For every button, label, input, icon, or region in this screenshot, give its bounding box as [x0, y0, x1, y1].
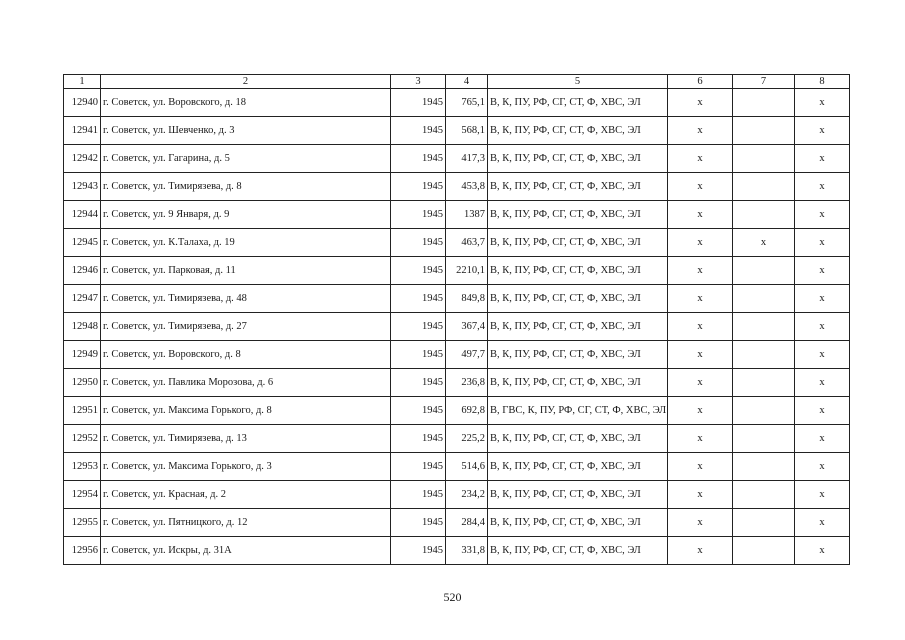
- table-row: [64, 89, 850, 117]
- table-row: [64, 229, 850, 257]
- area-cell: 1387: [446, 201, 488, 229]
- mark-cell-8: х: [795, 257, 850, 285]
- systems-cell: В, К, ПУ, РФ, СГ, СТ, Ф, ХВС, ЭЛ: [488, 201, 668, 229]
- mark-cell-6: х: [668, 229, 733, 257]
- mark-cell-8: х: [795, 229, 850, 257]
- address-cell: г. Советск, ул. Тимирязева, д. 13: [101, 425, 391, 453]
- systems-cell: В, К, ПУ, РФ, СГ, СТ, Ф, ХВС, ЭЛ: [488, 369, 668, 397]
- mark-cell-6: х: [668, 481, 733, 509]
- mark-cell-8: х: [795, 173, 850, 201]
- table-row: [64, 481, 850, 509]
- mark-cell-8: х: [795, 369, 850, 397]
- mark-cell-6: х: [668, 397, 733, 425]
- mark-cell-7: х: [733, 229, 795, 257]
- address-cell: г. Советск, ул. Шевченко, д. 3: [101, 117, 391, 145]
- year-cell: 1945: [391, 173, 446, 201]
- mark-cell-8: х: [795, 145, 850, 173]
- year-cell: 1945: [391, 509, 446, 537]
- mark-cell-7: [733, 257, 795, 285]
- area-cell: 692,8: [446, 397, 488, 425]
- record-number: 12950: [64, 369, 101, 397]
- year-cell: 1945: [391, 425, 446, 453]
- address-cell: г. Советск, ул. Гагарина, д. 5: [101, 145, 391, 173]
- area-cell: 331,8: [446, 537, 488, 565]
- systems-cell: В, К, ПУ, РФ, СГ, СТ, Ф, ХВС, ЭЛ: [488, 341, 668, 369]
- year-cell: 1945: [391, 145, 446, 173]
- area-cell: 417,3: [446, 145, 488, 173]
- mark-cell-7: [733, 397, 795, 425]
- address-cell: г. Советск, ул. Максима Горького, д. 8: [101, 397, 391, 425]
- mark-cell-6: х: [668, 453, 733, 481]
- mark-cell-7: [733, 537, 795, 565]
- record-number: 12944: [64, 201, 101, 229]
- systems-cell: В, К, ПУ, РФ, СГ, СТ, Ф, ХВС, ЭЛ: [488, 313, 668, 341]
- table-row: [64, 537, 850, 565]
- area-cell: 463,7: [446, 229, 488, 257]
- column-header-3: 3: [391, 75, 446, 89]
- systems-cell: В, К, ПУ, РФ, СГ, СТ, Ф, ХВС, ЭЛ: [488, 285, 668, 313]
- record-number: 12951: [64, 397, 101, 425]
- mark-cell-8: х: [795, 397, 850, 425]
- column-header-1: 1: [64, 75, 101, 89]
- mark-cell-7: [733, 201, 795, 229]
- area-cell: 367,4: [446, 313, 488, 341]
- address-cell: г. Советск, ул. Тимирязева, д. 48: [101, 285, 391, 313]
- record-number: 12952: [64, 425, 101, 453]
- area-cell: 765,1: [446, 89, 488, 117]
- address-cell: г. Советск, ул. Максима Горького, д. 3: [101, 453, 391, 481]
- mark-cell-6: х: [668, 257, 733, 285]
- systems-cell: В, К, ПУ, РФ, СГ, СТ, Ф, ХВС, ЭЛ: [488, 173, 668, 201]
- address-cell: г. Советск, ул. Тимирязева, д. 8: [101, 173, 391, 201]
- systems-cell: В, К, ПУ, РФ, СГ, СТ, Ф, ХВС, ЭЛ: [488, 537, 668, 565]
- record-number: 12941: [64, 117, 101, 145]
- table-row: [64, 341, 850, 369]
- systems-cell: В, К, ПУ, РФ, СГ, СТ, Ф, ХВС, ЭЛ: [488, 453, 668, 481]
- systems-cell: В, К, ПУ, РФ, СГ, СТ, Ф, ХВС, ЭЛ: [488, 117, 668, 145]
- address-cell: г. Советск, ул. Павлика Морозова, д. 6: [101, 369, 391, 397]
- housing-registry-table: [63, 74, 850, 565]
- address-cell: г. Советск, ул. К.Талаха, д. 19: [101, 229, 391, 257]
- address-cell: г. Советск, ул. 9 Января, д. 9: [101, 201, 391, 229]
- column-header-8: 8: [795, 75, 850, 89]
- mark-cell-6: х: [668, 509, 733, 537]
- mark-cell-7: [733, 481, 795, 509]
- year-cell: 1945: [391, 341, 446, 369]
- table-row: [64, 285, 850, 313]
- record-number: 12949: [64, 341, 101, 369]
- record-number: 12953: [64, 453, 101, 481]
- table-body: [64, 89, 850, 565]
- mark-cell-7: [733, 173, 795, 201]
- systems-cell: В, К, ПУ, РФ, СГ, СТ, Ф, ХВС, ЭЛ: [488, 229, 668, 257]
- year-cell: 1945: [391, 201, 446, 229]
- mark-cell-6: х: [668, 425, 733, 453]
- table-row: [64, 173, 850, 201]
- mark-cell-6: х: [668, 145, 733, 173]
- systems-cell: В, К, ПУ, РФ, СГ, СТ, Ф, ХВС, ЭЛ: [488, 481, 668, 509]
- column-header-6: 6: [668, 75, 733, 89]
- mark-cell-7: [733, 369, 795, 397]
- record-number: 12943: [64, 173, 101, 201]
- area-cell: 497,7: [446, 341, 488, 369]
- mark-cell-8: х: [795, 313, 850, 341]
- address-cell: г. Советск, ул. Воровского, д. 18: [101, 89, 391, 117]
- column-header-2: 2: [101, 75, 391, 89]
- area-cell: 2210,1: [446, 257, 488, 285]
- record-number: 12955: [64, 509, 101, 537]
- mark-cell-8: х: [795, 201, 850, 229]
- systems-cell: В, К, ПУ, РФ, СГ, СТ, Ф, ХВС, ЭЛ: [488, 509, 668, 537]
- address-cell: г. Советск, ул. Воровского, д. 8: [101, 341, 391, 369]
- column-header-5: 5: [488, 75, 668, 89]
- table-row: [64, 425, 850, 453]
- area-cell: 236,8: [446, 369, 488, 397]
- area-cell: 568,1: [446, 117, 488, 145]
- systems-cell: В, К, ПУ, РФ, СГ, СТ, Ф, ХВС, ЭЛ: [488, 145, 668, 173]
- mark-cell-7: [733, 453, 795, 481]
- record-number: 12954: [64, 481, 101, 509]
- mark-cell-8: х: [795, 453, 850, 481]
- table-row: [64, 397, 850, 425]
- mark-cell-8: х: [795, 425, 850, 453]
- address-cell: г. Советск, ул. Искры, д. 31А: [101, 537, 391, 565]
- year-cell: 1945: [391, 285, 446, 313]
- systems-cell: В, К, ПУ, РФ, СГ, СТ, Ф, ХВС, ЭЛ: [488, 257, 668, 285]
- mark-cell-8: х: [795, 117, 850, 145]
- mark-cell-7: [733, 425, 795, 453]
- table-row: [64, 369, 850, 397]
- record-number: 12947: [64, 285, 101, 313]
- header-row: [64, 75, 850, 89]
- mark-cell-7: [733, 117, 795, 145]
- table-row: [64, 257, 850, 285]
- record-number: 12945: [64, 229, 101, 257]
- mark-cell-8: х: [795, 481, 850, 509]
- year-cell: 1945: [391, 117, 446, 145]
- mark-cell-6: х: [668, 369, 733, 397]
- year-cell: 1945: [391, 537, 446, 565]
- address-cell: г. Советск, ул. Пятницкого, д. 12: [101, 509, 391, 537]
- record-number: 12956: [64, 537, 101, 565]
- table-row: [64, 509, 850, 537]
- mark-cell-6: х: [668, 285, 733, 313]
- year-cell: 1945: [391, 481, 446, 509]
- mark-cell-7: [733, 145, 795, 173]
- mark-cell-8: х: [795, 89, 850, 117]
- year-cell: 1945: [391, 229, 446, 257]
- mark-cell-7: [733, 509, 795, 537]
- mark-cell-6: х: [668, 201, 733, 229]
- address-cell: г. Советск, ул. Красная, д. 2: [101, 481, 391, 509]
- area-cell: 514,6: [446, 453, 488, 481]
- year-cell: 1945: [391, 397, 446, 425]
- table-row: [64, 117, 850, 145]
- mark-cell-6: х: [668, 173, 733, 201]
- address-cell: г. Советск, ул. Парковая, д. 11: [101, 257, 391, 285]
- mark-cell-7: [733, 341, 795, 369]
- mark-cell-6: х: [668, 341, 733, 369]
- area-cell: 234,2: [446, 481, 488, 509]
- mark-cell-8: х: [795, 509, 850, 537]
- column-header-4: 4: [446, 75, 488, 89]
- table-row: [64, 201, 850, 229]
- mark-cell-8: х: [795, 537, 850, 565]
- table-row: [64, 145, 850, 173]
- year-cell: 1945: [391, 257, 446, 285]
- mark-cell-6: х: [668, 313, 733, 341]
- mark-cell-7: [733, 89, 795, 117]
- mark-cell-7: [733, 285, 795, 313]
- record-number: 12940: [64, 89, 101, 117]
- year-cell: 1945: [391, 313, 446, 341]
- column-header-7: 7: [733, 75, 795, 89]
- systems-cell: В, К, ПУ, РФ, СГ, СТ, Ф, ХВС, ЭЛ: [488, 425, 668, 453]
- area-cell: 849,8: [446, 285, 488, 313]
- systems-cell: В, ГВС, К, ПУ, РФ, СГ, СТ, Ф, ХВС, ЭЛ: [488, 397, 668, 425]
- systems-cell: В, К, ПУ, РФ, СГ, СТ, Ф, ХВС, ЭЛ: [488, 89, 668, 117]
- area-cell: 284,4: [446, 509, 488, 537]
- mark-cell-6: х: [668, 89, 733, 117]
- area-cell: 453,8: [446, 173, 488, 201]
- year-cell: 1945: [391, 369, 446, 397]
- table-row: [64, 313, 850, 341]
- mark-cell-6: х: [668, 117, 733, 145]
- mark-cell-8: х: [795, 285, 850, 313]
- year-cell: 1945: [391, 89, 446, 117]
- record-number: 12946: [64, 257, 101, 285]
- mark-cell-6: х: [668, 537, 733, 565]
- record-number: 12948: [64, 313, 101, 341]
- year-cell: 1945: [391, 453, 446, 481]
- table-row: [64, 453, 850, 481]
- page-number: 520: [443, 590, 462, 604]
- record-number: 12942: [64, 145, 101, 173]
- mark-cell-7: [733, 313, 795, 341]
- mark-cell-8: х: [795, 341, 850, 369]
- area-cell: 225,2: [446, 425, 488, 453]
- address-cell: г. Советск, ул. Тимирязева, д. 27: [101, 313, 391, 341]
